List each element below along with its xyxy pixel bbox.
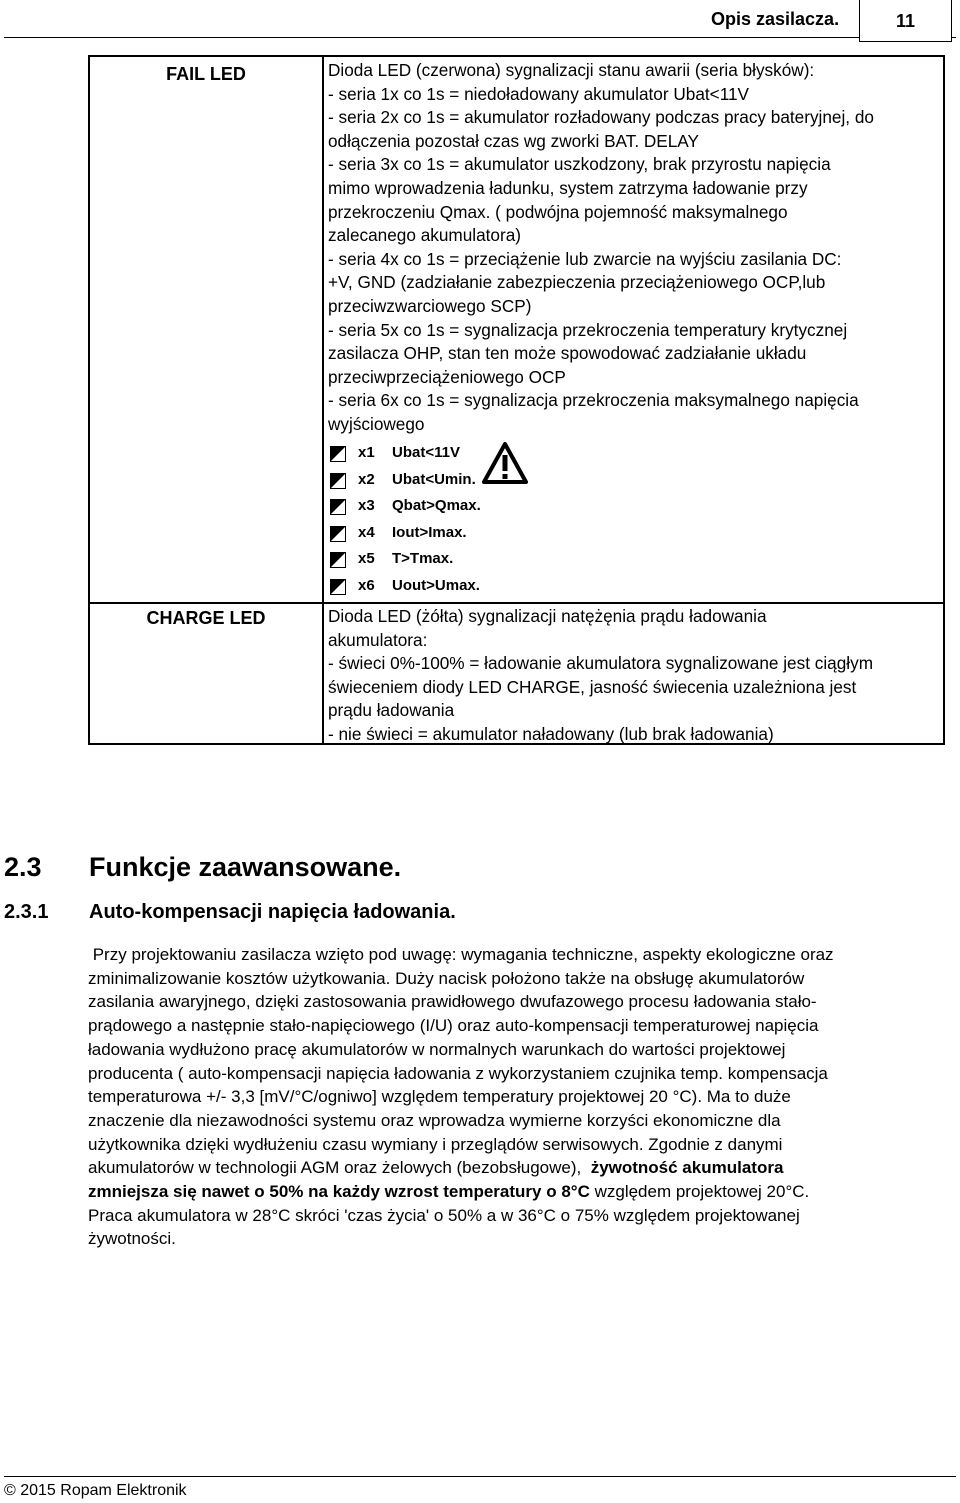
text-run: względem projektowej 20°C. xyxy=(589,1182,810,1202)
blink-series-icon xyxy=(330,446,346,462)
text-line: użytkownika dzięki wydłużeniu czasu wymiany i przeglądów serwisowych. Zgodnie z danymi xyxy=(88,1134,783,1154)
subsection-number: 2.3.1 xyxy=(4,901,49,923)
text-line: akumulatora: xyxy=(328,629,428,650)
text-line: prądu ładowania xyxy=(328,700,455,721)
signal-desc: Ubat<11V xyxy=(392,444,460,461)
text-line: Praca akumulatora w 28°C skróci 'czas życia' o 50% a w 36°C o 75% względem projektowanej xyxy=(88,1205,800,1225)
header-title: Opis zasilacza. xyxy=(711,9,840,29)
text-line: znaczenie dla niezawodności systemu oraz wprowadza wymierne korzyści ekonomiczne dla xyxy=(88,1110,781,1130)
text-line: prądowego a następnie stało-napięciowego (I/U) oraz auto-kompensacji temperaturowej napięcia xyxy=(88,1016,819,1036)
text-line xyxy=(88,1180,834,1204)
text-line: przeciwprzeciążeniowego OCP xyxy=(328,366,566,387)
signal-desc: Qbat>Qmax. xyxy=(392,497,481,514)
bold-text-run: zmniejsza się nawet o 50% na każdy wzrost temperatury o 8°C xyxy=(88,1182,590,1202)
text-run: akumulatorów w technologii AGM oraz żelowych (bezobsługowe), xyxy=(88,1158,591,1178)
text-line: - nie świeci = akumulator naładowany (lub brak ładowania) xyxy=(328,723,774,744)
signal-code: x1 xyxy=(358,444,375,461)
text-line: wyjściowego xyxy=(328,413,425,434)
signal-desc: Iout>Imax. xyxy=(392,523,467,541)
fail-led-label: FAIL LED xyxy=(166,64,246,84)
text-line: Dioda LED (żółta) sygnalizacji natężęnia prądu ładowania xyxy=(328,606,767,626)
bold-text-run: żywotność akumulatora xyxy=(590,1158,784,1178)
text-line: zasilania awaryjnego, dzięki zastosowania prawidłowego dwufazowego procesu ładowania stało- xyxy=(88,992,817,1012)
text-line: przeciwzwarciowego SCP) xyxy=(328,295,532,316)
fail-signal-row xyxy=(328,495,558,519)
text-line: ładowania wydłużono pracę akumulatorów w normalnych warunkach do wartości projektowej xyxy=(88,1039,786,1059)
fail-signal-row xyxy=(328,575,558,599)
signal-code: x3 xyxy=(358,497,375,514)
text-line: Przy projektowaniu zasilacza wzięto pod uwagę: wymagania techniczne, aspekty ekologiczne oraz xyxy=(88,945,834,964)
signal-desc: Ubat<Umin. xyxy=(392,470,476,488)
text-line: zasilacza OHP, stan ten może spowodować zadziałanie układu xyxy=(328,343,807,364)
charge-led-description xyxy=(328,605,873,747)
led-table xyxy=(88,55,945,745)
section-title: Funkcje zaawansowane. xyxy=(89,852,402,882)
text-line: świeceniem diody LED CHARGE, jasność świecenia uzależniona jest xyxy=(328,676,857,697)
text-line: - seria 1x co 1s = niedoładowany akumulator Ubat<11V xyxy=(328,83,750,104)
text-line: producenta ( auto-kompensacji napięcia ładowania z wykorzystaniem czujnika temp. kompensacja xyxy=(88,1063,828,1083)
text-line: - świeci 0%-100% = ładowanie akumulatora sygnalizowane jest ciągłym xyxy=(328,653,874,674)
text-line: +V, GND (zadziałanie zabezpieczenia przeciążeniowego OCP,lub xyxy=(328,272,826,293)
warning-triangle-icon xyxy=(482,442,528,484)
signal-code: x2 xyxy=(358,470,375,488)
text-line xyxy=(88,1156,834,1180)
row-divider xyxy=(90,602,943,604)
blink-series-icon xyxy=(330,499,346,515)
blink-series-icon xyxy=(330,473,346,489)
text-line: Dioda LED (czerwona) sygnalizacji stanu awarii (seria błysków): xyxy=(328,60,815,80)
text-line: - seria 6x co 1s = sygnalizacja przekroczenia maksymalnego napięcia xyxy=(328,390,859,411)
subsection-title: Auto-kompensacji napięcia ładowania. xyxy=(89,901,456,923)
fail-led-description xyxy=(328,59,874,437)
text-line: temperaturowa +/- 3,3 [mV/°C/ogniwo] względem temperatury projektowej 20 °C). Ma to duże xyxy=(88,1087,791,1107)
text-line: przekroczeniu Qmax. ( podwójna pojemność maksymalnego xyxy=(328,201,788,222)
text-line: - seria 4x co 1s = przeciążenie lub zwarcie na wyjściu zasilania DC: xyxy=(328,248,842,269)
text-line: zminimalizowanie kosztów użytkowania. Duży nacisk położono także na obsługę akumulatorów xyxy=(88,968,805,988)
text-line: - seria 3x co 1s = akumulator uszkodzony, brak przyrostu napięcia xyxy=(328,154,831,175)
text-line: - seria 5x co 1s = sygnalizacja przekroczenia temperatury krytycznej xyxy=(328,319,848,340)
column-divider xyxy=(322,57,324,743)
blink-series-icon xyxy=(330,552,346,568)
signal-code: x6 xyxy=(358,576,375,594)
charge-led-label: CHARGE LED xyxy=(146,608,266,628)
signal-code: x4 xyxy=(358,523,375,541)
text-line: - seria 2x co 1s = akumulator rozładowany podczas pracy bateryjnej, do xyxy=(328,107,874,128)
signal-desc: Uout>Umax. xyxy=(392,576,480,594)
blink-series-icon xyxy=(330,579,346,595)
section-number: 2.3 xyxy=(4,852,42,882)
body-paragraph xyxy=(88,943,834,1251)
text-line: mimo wprowadzenia ładunku, system zatrzyma ładowanie przy xyxy=(328,177,808,198)
text-line: odłączenia pozostał czas wg zworki BAT. DELAY xyxy=(328,130,699,151)
text-line: żywotności. xyxy=(88,1229,176,1249)
section-heading xyxy=(4,852,401,883)
footer-copyright: © 2015 Ropam Elektronik xyxy=(4,1482,187,1499)
page-number: 11 xyxy=(859,0,952,42)
footer-rule xyxy=(4,1476,956,1477)
text-line: zalecanego akumulatora) xyxy=(328,225,521,246)
header-rule xyxy=(4,37,956,38)
subsection-heading xyxy=(4,901,456,924)
signal-code: x5 xyxy=(358,550,375,567)
blink-series-icon xyxy=(330,526,346,542)
fail-signal-row xyxy=(328,522,558,546)
fail-signal-row xyxy=(328,548,558,572)
signal-desc: T>Tmax. xyxy=(392,550,454,567)
